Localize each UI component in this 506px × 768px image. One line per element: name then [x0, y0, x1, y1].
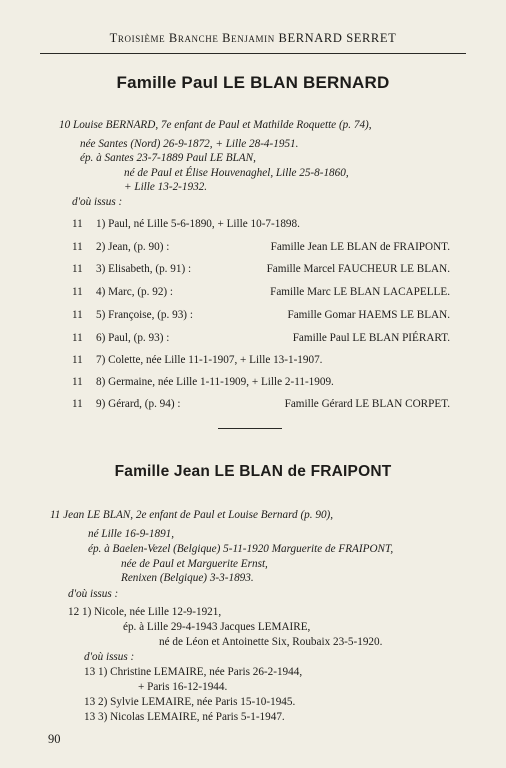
- child-num: 11: [72, 376, 83, 388]
- child-family: Famille Marc LE BLAN LACAPELLE.: [270, 286, 450, 298]
- entry-line: d'où issus :: [72, 196, 123, 208]
- entry-line: 13 1) Christine LEMAIRE, née Paris 26-2-1944,: [84, 666, 303, 678]
- entry-line: ép. à Lille 29-4-1943 Jacques LEMAIRE,: [123, 621, 311, 633]
- entry-line: d'où issus :: [68, 588, 119, 600]
- section-title-jean-le-blan-de-fraipont: Famille Jean LE BLAN de FRAIPONT: [114, 463, 392, 480]
- child-num: 11: [72, 263, 83, 275]
- child-num: 11: [72, 309, 83, 321]
- entry-line: + Lille 13-2-1932.: [124, 181, 208, 193]
- child-num: 11: [72, 286, 83, 298]
- section-title-paul-le-blan-bernard: Famille Paul LE BLAN BERNARD: [116, 73, 390, 92]
- page-number: 90: [48, 732, 61, 746]
- entry-line: 12 1) Nicole, née Lille 12-9-1921,: [68, 606, 222, 618]
- child-text: 7) Colette, née Lille 11-1-1907, + Lille 13-1-1907.: [96, 354, 323, 366]
- child-family: Famille Paul LE BLAN PIÉRART.: [292, 332, 450, 344]
- child-num: 11: [72, 354, 83, 366]
- entry-line: née de Paul et Marguerite Ernst,: [121, 558, 268, 570]
- child-text: 1) Paul, né Lille 5-6-1890, + Lille 10-7-1898.: [96, 218, 300, 230]
- child-num: 11: [72, 241, 83, 253]
- section-separator: [218, 428, 282, 429]
- entry-line: 13 2) Sylvie LEMAIRE, née Paris 15-10-1945.: [84, 696, 296, 708]
- child-text: 6) Paul, (p. 93) :: [96, 332, 170, 344]
- child-text: 8) Germaine, née Lille 1-11-1909, + Lille 2-11-1909.: [96, 376, 334, 388]
- entry-line: 11 Jean LE BLAN, 2e enfant de Paul et Louise Bernard (p. 90),: [50, 509, 334, 521]
- entry-line: 10 Louise BERNARD, 7e enfant de Paul et Mathilde Roquette (p. 74),: [59, 119, 372, 131]
- header-rule: [40, 53, 466, 54]
- child-family: Famille Jean LE BLAN de FRAIPONT.: [270, 241, 450, 253]
- entry-line: ép. à Baelen-Vezel (Belgique) 5-11-1920 Marguerite de FRAIPONT,: [88, 543, 394, 555]
- child-num: 11: [72, 218, 83, 230]
- child-text: 4) Marc, (p. 92) :: [96, 286, 174, 298]
- entry-line: né de Paul et Élise Houvenaghel, Lille 25-8-1860,: [124, 167, 349, 179]
- child-family: Famille Marcel FAUCHEUR LE BLAN.: [266, 263, 450, 275]
- running-header: Troisième Branche Benjamin BERNARD SERRET: [109, 31, 397, 45]
- child-family: Famille Gomar HAEMS LE BLAN.: [287, 309, 450, 321]
- child-num: 11: [72, 332, 83, 344]
- entry-line: d'où issus :: [84, 651, 135, 663]
- child-text: 9) Gérard, (p. 94) :: [96, 398, 181, 410]
- entry-line: née Santes (Nord) 26-9-1872, + Lille 28-4-1951.: [80, 138, 299, 150]
- entry-line: né de Léon et Antoinette Six, Roubaix 23-5-1920.: [159, 636, 383, 648]
- child-text: 5) Françoise, (p. 93) :: [96, 309, 193, 321]
- entry-line: + Paris 16-12-1944.: [138, 681, 228, 693]
- entry-line: ép. à Santes 23-7-1889 Paul LE BLAN,: [80, 152, 256, 164]
- child-text: 3) Elisabeth, (p. 91) :: [96, 263, 192, 275]
- child-num: 11: [72, 398, 83, 410]
- entry-line: né Lille 16-9-1891,: [88, 528, 175, 540]
- child-family: Famille Gérard LE BLAN CORPET.: [284, 398, 450, 410]
- entry-line: Renixen (Belgique) 3-3-1893.: [121, 572, 254, 584]
- child-text: 2) Jean, (p. 90) :: [96, 241, 170, 253]
- entry-line: 13 3) Nicolas LEMAIRE, né Paris 5-1-1947.: [84, 711, 285, 723]
